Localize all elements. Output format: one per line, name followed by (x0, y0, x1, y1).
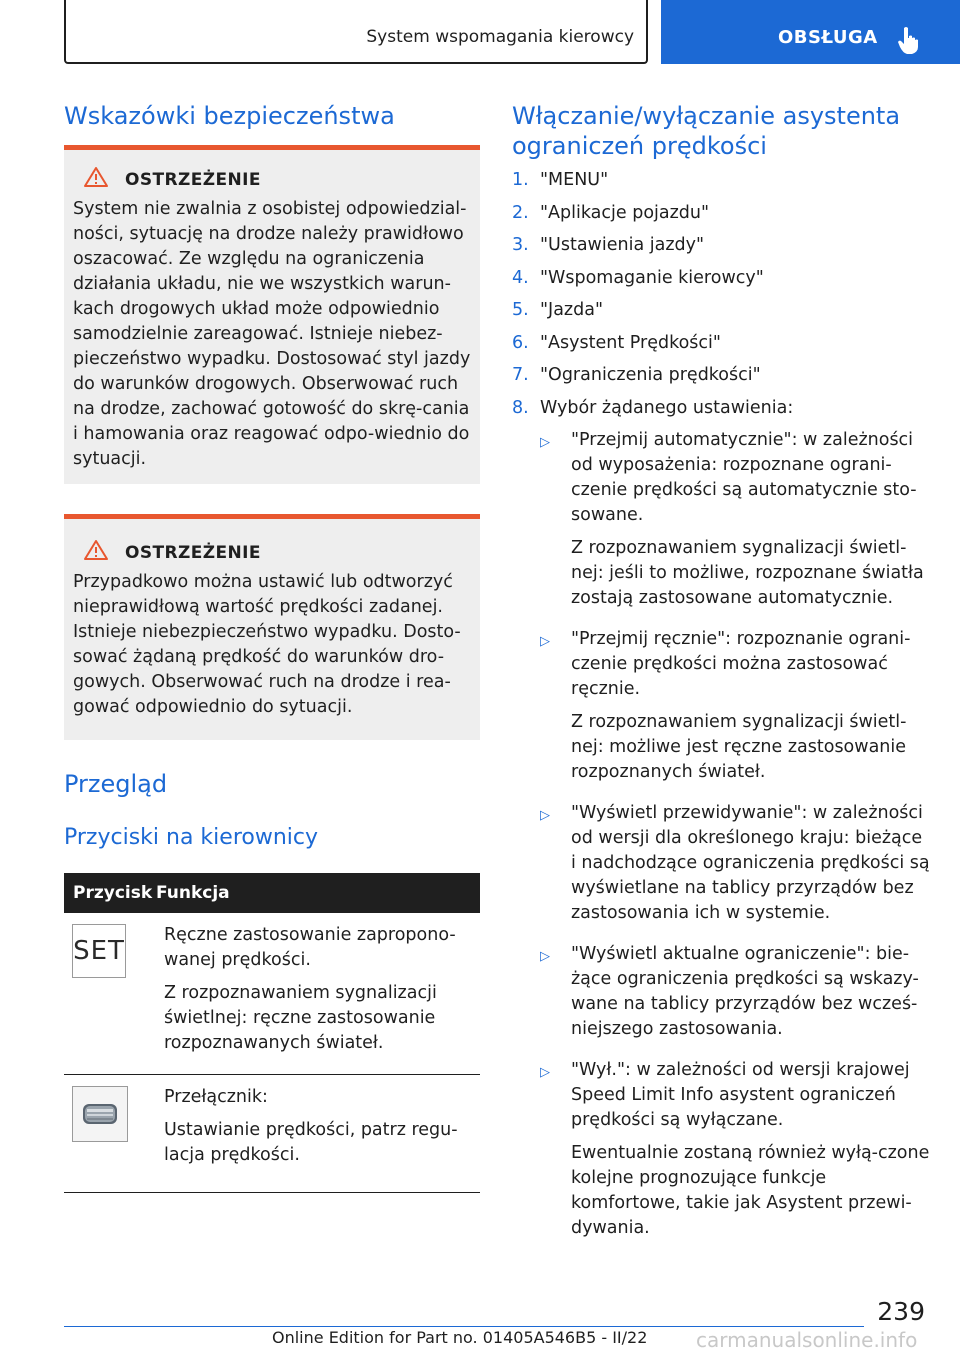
warning-text: System nie zwalnia z osobistej odpowiedzial-ności, sytuację na drodze należy prawidłowo oszacować. Ze względu na ograniczenia działania układu, nie we wszystkich warun-kach drogowych układ może odpowiednio samodzielnie zareagować. Istnieje niebez-pieczeństwo wypadku. Dostosować styl jazdy do warunków drogowych. Obserwować ruch na drodze, zachować gotowość do skrę-cania i hamowania oraz reagować odpo-wiednio do sytuacji. (73, 199, 471, 469)
chapter-tab[interactable] (661, 0, 960, 64)
option-item: ▷ "Wyświetl aktualne ograniczenie": bie-żące ograniczenia prędkości są wskazy-wane na tablicy przyrządów bez wcześ-niejszego zastosowania. (540, 942, 932, 1050)
buttons-heading: Przyciski na kierownicy (64, 825, 318, 850)
function-text: Przełącznik: (164, 1087, 268, 1107)
function-text: Ustawianie prędkości, patrz regu-lacja prędkości. (164, 1120, 458, 1165)
option-item: ▷ "Wyświetl przewidywanie": w zależności od wersji dla określonego kraju: bieżące i nadchodzące ograniczenia prędkości są wyświetlane na tablicy przyrządów bez zastosowania ich w systemie. (540, 801, 932, 934)
table-row (64, 1075, 480, 1193)
toggle-heading (512, 101, 932, 161)
list-item: 7. "Ograniczenia prędkości" (512, 365, 761, 385)
list-item: 5. "Jazda" (512, 300, 604, 320)
list-item: 1. "MENU" (512, 170, 609, 190)
warning-box-2 (64, 514, 480, 740)
warning-triangle-icon (83, 166, 109, 193)
hand-pointer-icon (897, 26, 921, 58)
option-item: ▷ "Wył.": w zależności od wersji krajowej Speed Limit Info asystent ograniczeń prędkości są wyłączane. Ewentualnie zostaną również wyłą-czone kolejne prognozujące funkcje komfortowe, takie jak Asystent przewi-dywania. (540, 1058, 932, 1249)
watermark: carmanualsonline.info (696, 1328, 918, 1352)
column-header-button: Przycisk (73, 883, 153, 903)
option-item: ▷ "Przejmij automatycznie": w zależności od wyposażenia: rozpoznane ograni-czenie prędkości są automatycznie sto-sowane. Z rozpoznawaniem sygnalizacji świetl-nej: jeśli to możliwe, rozpoznane światła zostają zastosowane automatycznie. (540, 428, 932, 619)
edition-text: Online Edition for Part no. 01405A546B5 - II/22 (272, 1328, 648, 1347)
section-title: System wspomagania kierowcy (366, 27, 634, 47)
footer-divider (64, 1326, 864, 1327)
list-item: 2. "Aplikacje pojazdu" (512, 202, 710, 223)
buttons-table (64, 873, 480, 1193)
function-text: Ręczne zastosowanie zapropono-wanej prędkości. (164, 925, 456, 970)
warning-text: Przypadkowo można ustawić lub odtworzyć nieprawidłową wartość prędkości zadanej. Istnieje niebezpieczeństwo wypadku. Dosto-sować żądaną prędkość do warunków dro-gowych. Obserwować ruch na drodze i rea-gować odpowiednio do sytuacji. (73, 572, 461, 717)
list-item: 8. Wybór żądanego ustawienia: (512, 397, 794, 418)
list-item: 4. "Wspomaganie kierowcy" (512, 267, 764, 288)
header-section-tab (64, 0, 648, 64)
warning-box-1 (64, 145, 480, 484)
page-number: 239 (877, 1297, 925, 1326)
column-header-function: Funkcja (156, 883, 230, 903)
triangle-bullet-icon: ▷ (540, 435, 550, 450)
warning-label: OSTRZEŻENIE (125, 542, 261, 563)
steps-list (512, 168, 932, 1257)
triangle-bullet-icon: ▷ (540, 634, 550, 649)
option-item: ▷ "Przejmij ręcznie": rozpoznanie ograni-czenie prędkości można zastosować ręcznie. Z rozpoznawaniem sygnalizacji świetl-nej: możliwe jest ręczne zastosowanie rozpoznanych świateł. (540, 627, 932, 793)
list-item: 3. "Ustawienia jazdy" (512, 235, 705, 255)
warning-triangle-icon (83, 539, 109, 566)
triangle-bullet-icon: ▷ (540, 808, 550, 823)
table-row (64, 913, 480, 1075)
set-button-image (72, 924, 126, 978)
safety-heading: Wskazówki bezpieczeństwa (64, 102, 395, 130)
toggle-heading-line2: ograniczeń prędkości (512, 132, 767, 160)
warning-label: OSTRZEŻENIE (125, 169, 261, 190)
list-item: 6. "Asystent Prędkości" (512, 332, 721, 353)
chapter-label: OBSŁUGA (778, 27, 878, 48)
function-text: Z rozpoznawaniem sygnalizacji świetlnej: ręczne zastosowanie rozpoznawanych świateł. (164, 983, 437, 1053)
triangle-bullet-icon: ▷ (540, 1065, 550, 1080)
set-button-label: SET (73, 936, 125, 966)
toggle-heading-line1: Włączanie/wyłączanie asystenta (512, 102, 901, 130)
triangle-bullet-icon: ▷ (540, 949, 550, 964)
overview-heading: Przegląd (64, 770, 168, 798)
table-header (64, 873, 480, 913)
rocker-switch-icon (72, 1086, 128, 1142)
